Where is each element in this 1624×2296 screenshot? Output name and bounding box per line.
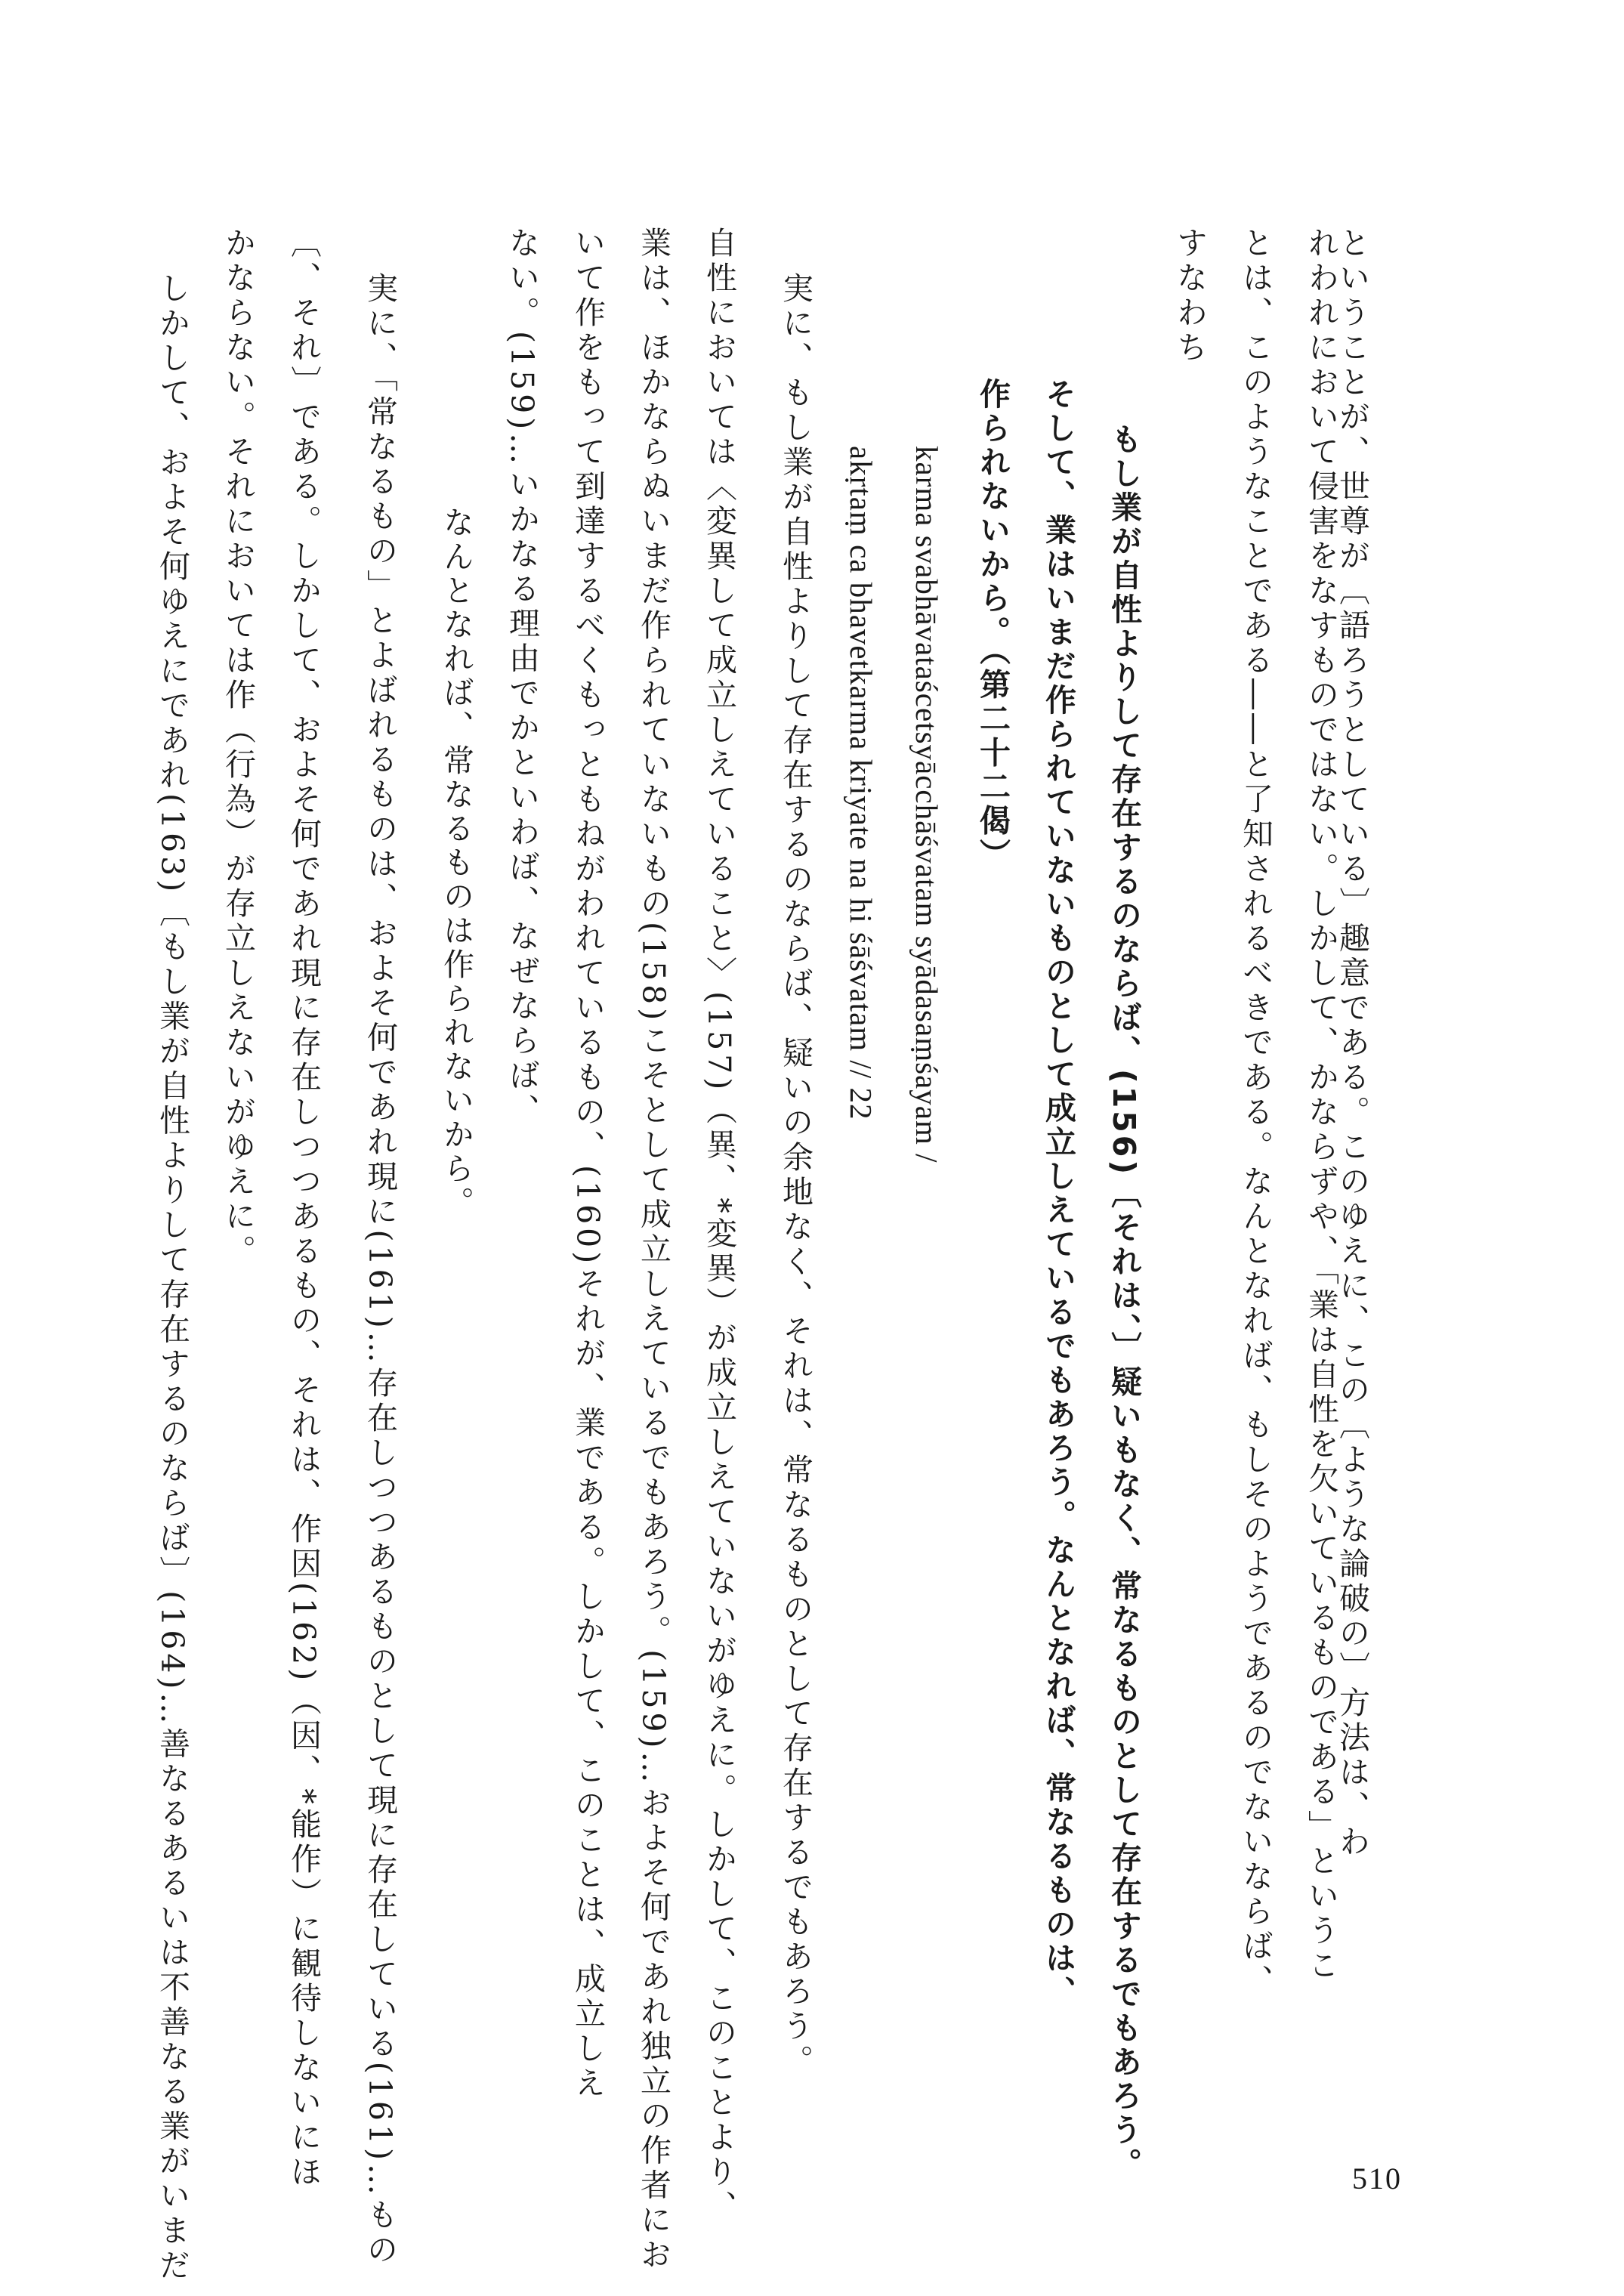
- text-line-19: しかして、およそ何ゆえにであれ(163)〔もし業が自性よりして存在するのならば〕(164)…善なるあるいは不善なる業がいまだ: [154, 272, 190, 2284]
- text-line-3: とは、このようなことである――と了知されるべきである。なんとなれば、もしそのようであるのでないならば、: [1237, 227, 1274, 1999]
- verse-recap-line: なんとなれば、常なるものは作られないから。: [438, 506, 474, 1220]
- sanskrit-line-1: karma svabhāvataścetsyācchāśvatam syādasaṃśayam /: [909, 446, 944, 1163]
- sanskrit-line-2: akṛtaṃ ca bhavetkarma kriyate na hi śāśvatam // 22: [844, 446, 878, 1120]
- verse-line-1: もし業が自性よりして存在するのならば、(156)〔それは、〕疑いもなく、常なるものとして存在するでもあろう。: [1106, 423, 1142, 2182]
- text-line-12: 業は、ほかならぬいまだ作られていないもの(158)こそとして成立しえているでもあろう。(159)…およそ何であれ独立の作者にお: [635, 227, 672, 2273]
- body-text: [122, 227, 1370, 2284]
- text-line-10: 実に、もし業が自性よりして存在するのならば、疑いの余地なく、それは、常なるものとして存在するでもあろう。: [777, 272, 814, 2079]
- text-line-11: 自性においては〈変異して成立しえていること〉(157)（異、*変異）が成立しえていないがゆえに。しかして、このことより、: [701, 227, 737, 2225]
- text-line-14: ない。(159)…いかなる理由でかといわば、なぜならば、: [504, 227, 540, 1129]
- text-line-4: すなわち: [1172, 227, 1208, 366]
- text-line-17: 〔、それ〕である。しかして、およそ何であれ現に存在しつつあるもの、それは、作因(162)（因、*能作）に観待しないにほ: [286, 227, 322, 2190]
- text-line-16: 実に、「常なるもの」とよばれるものは、およそ何であれ現に(161)…存在しつつあるものとして現に存在している(161)…もの: [362, 272, 398, 2268]
- page-number: 510: [1352, 2162, 1402, 2196]
- text-line-13: いて作をもって到達するべくもっともねがわれているもの、(160)それが、業である。しかして、このことは、成立しえ: [570, 227, 606, 2102]
- text-line-2: れわれにおいて侵害をなすものではない。しかして、かならずや、「業は自性を欠いているものである」というこ: [1303, 227, 1339, 1984]
- verse-line-2: そして、業はいまだ作られていないものとして成立しえているでもあろう。なんとなれば、常なるものは、: [1040, 378, 1076, 2010]
- text-line-18: かならない。それにおいては作（行為）が存立しえないがゆえに。: [220, 227, 256, 1269]
- verse-line-3: 作られないから。（第二十二偈）: [974, 378, 1011, 873]
- text-line-1: ということが、世尊が〔語ろうとしている〕趣意である。このゆえに、この〔ような論破の〕方法は、わ: [1334, 227, 1370, 1860]
